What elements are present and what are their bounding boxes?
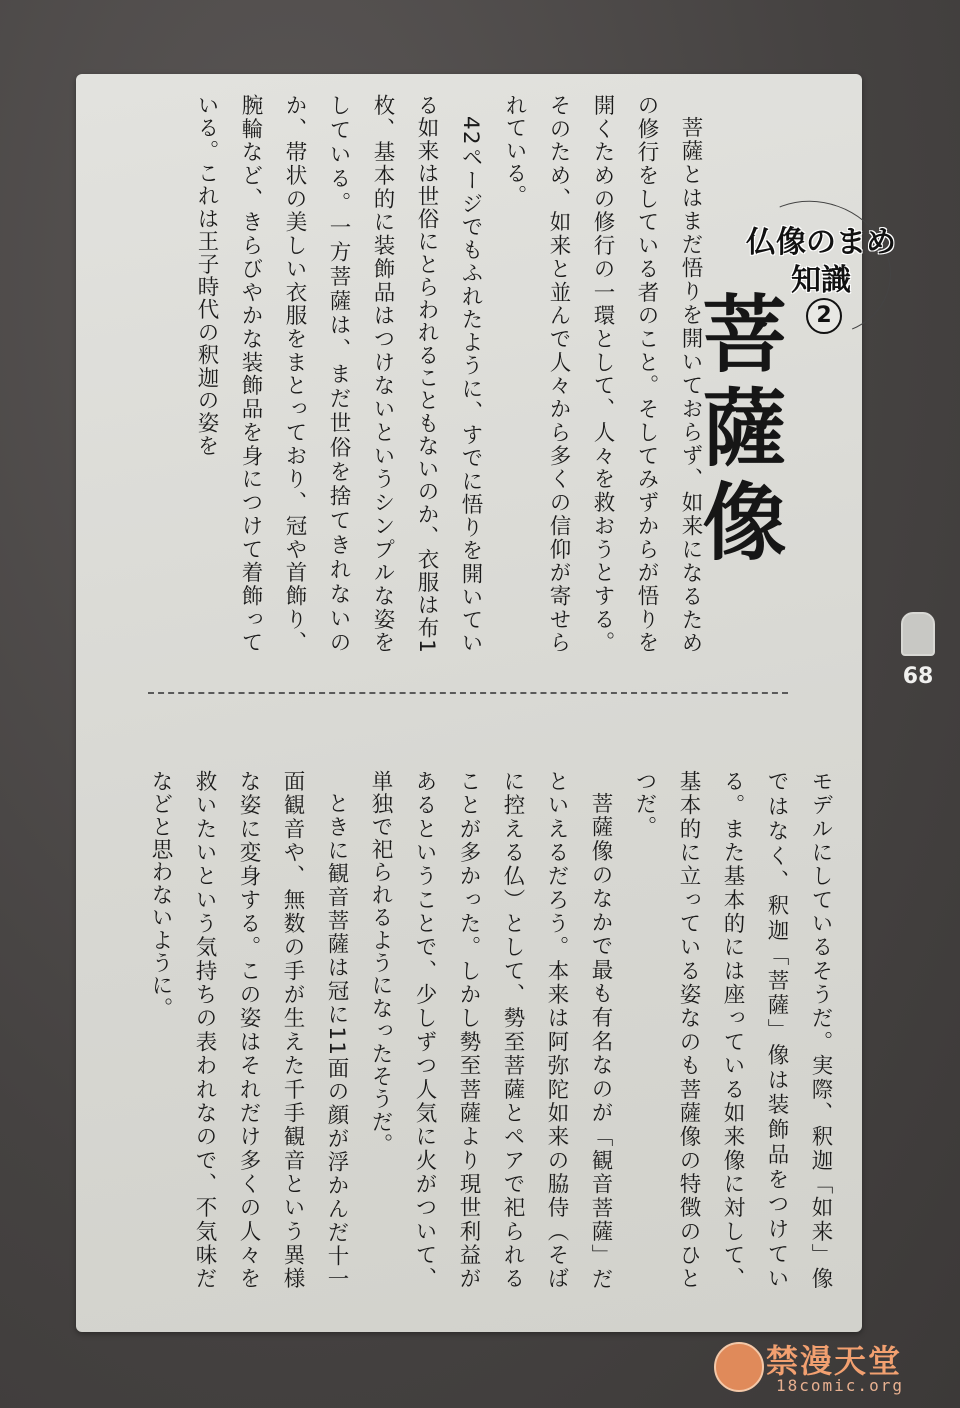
paragraph: 42ページでもふれたように、すでに悟りを開いている如来は世俗にとらわれることもないのか、衣服は布1枚、基本的に装飾品はつけないというシンプルな姿をしている。一方菩薩は、まだ世俗を捨てきれないのか、帯状の美しい衣服をまとっており、冠や首飾り、腕輪など、きらびやかな装飾品を身につけて着飾っている。これは王子時代の釈迦の姿を bbox=[194, 94, 483, 654]
bottom-body-text bbox=[148, 770, 842, 1290]
article-title: 菩薩像 bbox=[689, 290, 787, 572]
watermark-logo-icon bbox=[714, 1342, 764, 1392]
top-body-text bbox=[194, 94, 712, 654]
badge-number: 2 bbox=[806, 298, 842, 334]
paragraph: モデルにしているそうだ。実際、釈迦「如来」像ではなく、釈迦「菩薩」像は装飾品をつけている。また基本的には座っている如来像に対して、基本的に立っている姿なのも菩薩像の特徴のひとつだ。 bbox=[632, 770, 833, 1290]
badge-title: 仏像のまめ知識 bbox=[746, 225, 896, 298]
paragraph: ときに観音菩薩は冠に11面の顔が浮かんだ十一面観音や、無数の手が生えた千手観音という異様な姿に変身する。この姿はそれだけ多くの人々を救いたいという気持ちの表われなので、不気味だなどと思わないように。 bbox=[148, 770, 349, 1290]
watermark-text: 禁漫天堂 bbox=[766, 1342, 903, 1380]
page-number-tab bbox=[888, 612, 948, 689]
paragraph: 菩薩像のなかで最も有名なのが「観音菩薩」だといえるだろう。本来は阿弥陀如来の脇侍（そばに控える仏）として、勢至菩薩とペアで祀られることが多かった。しかし勢至菩薩より現世利益があるということで、少しずつ人気に火がついて、単独で祀られるようになったそうだ。 bbox=[368, 770, 613, 1290]
page-number: 68 bbox=[902, 664, 934, 689]
dashed-divider bbox=[148, 692, 788, 694]
buddha-head-icon bbox=[901, 612, 935, 656]
watermark-url: 18comic.org bbox=[776, 1376, 904, 1395]
paragraph: 菩薩とはまだ悟りを開いておらず、如来になるための修行をしている者のこと。そしてみずからが悟りを開くための修行の一環として、人々を救おうとする。そのため、如来と並んで人々から多くの信仰が寄せられている。 bbox=[502, 94, 703, 654]
watermark bbox=[714, 1336, 944, 1398]
